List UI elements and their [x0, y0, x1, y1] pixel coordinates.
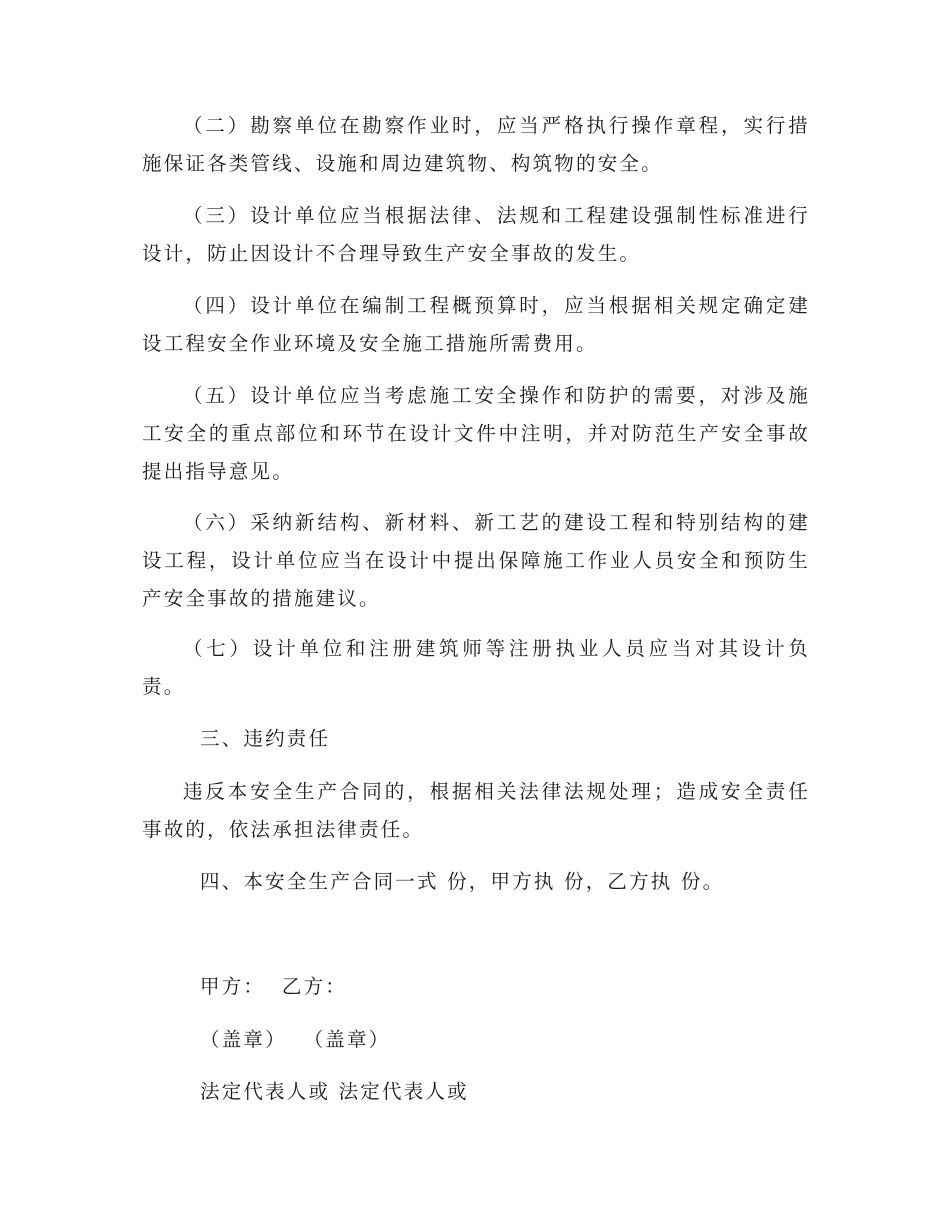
signature-parties-line: 甲方： 乙方：: [200, 975, 347, 998]
clause-safety-notes: （五）设计单位应当考虑施工安全操作和防护的需要，对涉及施工安全的重点部位和环节在设计文件中注明，并对防范生产安全事故提出指导意见。: [142, 384, 810, 483]
copies-clause: 四、本安全生产合同一式 份，甲方执 份，乙方执 份。: [200, 870, 725, 893]
clause-design-standards: （三）设计单位应当根据法律、法规和工程建设强制性标准进行设计，防止因设计不合理导致生产安全事故的发生。: [142, 204, 810, 265]
signature-seal-line: （盖章） （盖章）: [200, 1028, 391, 1051]
clause-budget-costs: （四）设计单位在编制工程概预算时，应当根据相关规定确定建设工程安全作业环境及安全施工措施所需费用。: [142, 294, 810, 355]
clause-architect-responsibility: （七）设计单位和注册建筑师等注册执业人员应当对其设计负责。: [142, 637, 810, 698]
signature-representative-line: 法定代表人或 法定代表人或: [200, 1080, 469, 1103]
breach-liability-paragraph: 违反本安全生产合同的，根据相关法律法规处理；造成安全责任事故的，依法承担法律责任。: [142, 780, 810, 841]
section-heading-breach: 三、违约责任: [200, 727, 331, 750]
clause-survey-safety: （二）勘察单位在勘察作业时，应当严格执行操作章程，实行措施保证各类管线、设施和周边建筑物、构筑物的安全。: [142, 114, 810, 175]
clause-new-technology: （六）采纳新结构、新材料、新工艺的建设工程和特别结构的建设工程，设计单位应当在设计中提出保障施工作业人员安全和预防生产安全事故的措施建议。: [142, 511, 810, 610]
